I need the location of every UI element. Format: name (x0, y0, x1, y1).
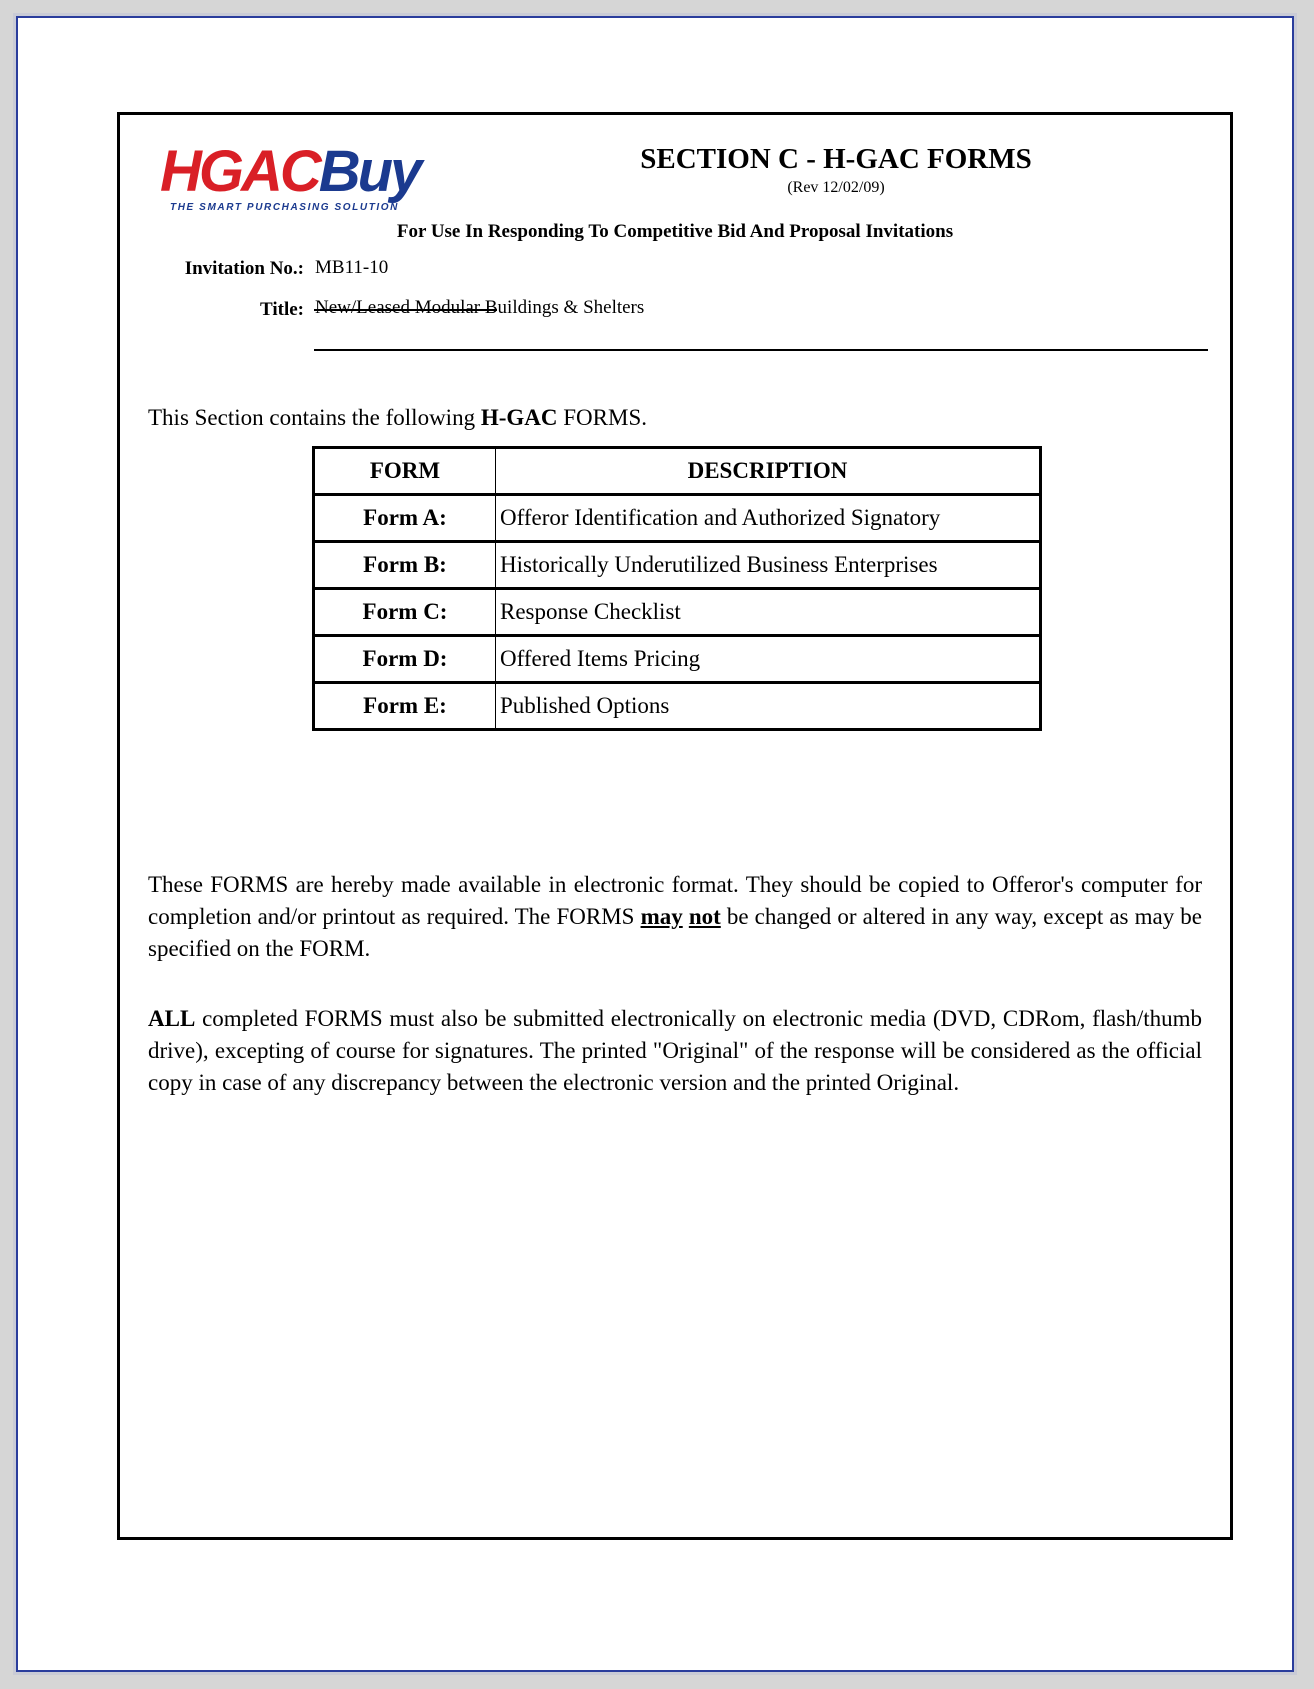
form-cell: Form D: (314, 636, 496, 683)
form-cell: Form C: (314, 589, 496, 636)
column-header-description: DESCRIPTION (496, 448, 1041, 495)
electronic-format-paragraph: These FORMS are hereby made available in electronic format. They should be copied to Offeror's computer for completion and/or printout as required. The FORMS may not be changed or altered in any way, except as may be specified on the FORM. (148, 872, 1202, 961)
description-cell: Offeror Identification and Authorized Signatory (496, 495, 1041, 542)
title-label: Title: (260, 299, 304, 320)
title-underline (314, 349, 1208, 351)
invitation-value: MB11-10 (315, 257, 389, 278)
title-value: New/Leased Modular Buildings & Shelters (315, 297, 645, 318)
logo-text-buy: Buy (318, 139, 420, 204)
description-cell: Offered Items Pricing (496, 636, 1041, 683)
form-frame (117, 112, 1233, 1540)
table-row (314, 495, 1041, 542)
form-cell: Form B: (314, 542, 496, 589)
table-row (314, 683, 1041, 730)
section-title: SECTION C - H-GAC FORMS (640, 143, 1032, 175)
invitation-label: Invitation No.: (184, 258, 304, 279)
document-page (16, 16, 1294, 1672)
logo-tagline: THE SMART PURCHASING SOLUTION (170, 202, 399, 213)
column-header-form: FORM (314, 448, 496, 495)
table-row (314, 589, 1041, 636)
submission-paragraph: ALL completed FORMS must also be submitted electronically on electronic media (DVD, CDRom, flash/thumb drive), excepting of course for signatures. The printed "Original" of the response will be considered as the official copy in case of any discrepancy between the electronic version and the printed Original. (148, 1006, 1202, 1095)
hgacbuy-logo (160, 139, 480, 213)
revision-date: (Rev 12/02/09) (787, 179, 885, 196)
intro-sentence: This Section contains the following H-GAC FORMS. (148, 405, 647, 430)
description-cell: Response Checklist (496, 589, 1041, 636)
forms-table (312, 446, 1042, 731)
table-row (314, 636, 1041, 683)
table-row (314, 542, 1041, 589)
table-header-row (314, 448, 1041, 495)
logo-text-hgac: HGAC (160, 139, 319, 204)
usage-line: For Use In Responding To Competitive Bid And Proposal Invitations (396, 221, 954, 242)
form-cell: Form A: (314, 495, 496, 542)
form-cell: Form E: (314, 683, 496, 730)
description-cell: Historically Underutilized Business Enterprises (496, 542, 1041, 589)
description-cell: Published Options (500, 693, 670, 718)
